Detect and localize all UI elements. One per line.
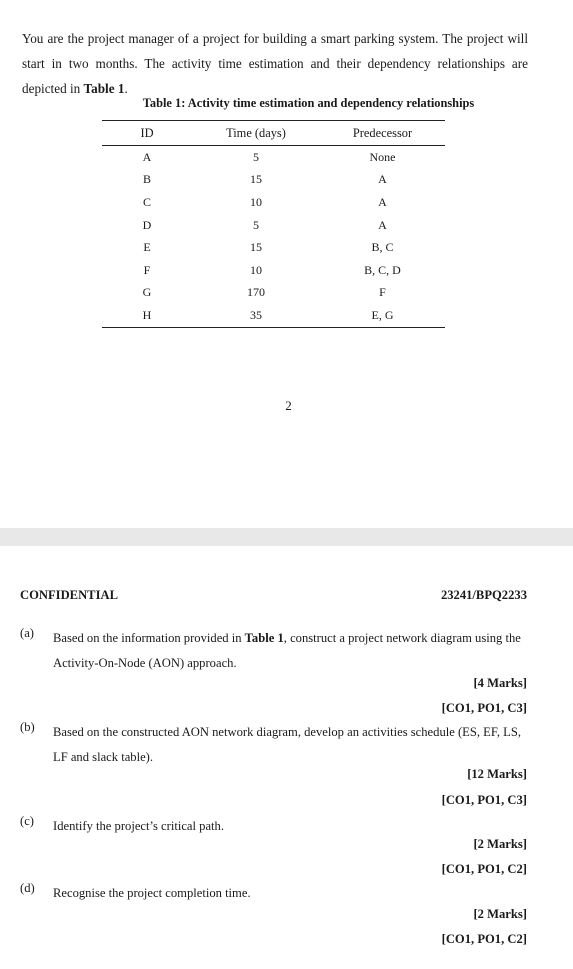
question-text: Recognise the project completion time. — [53, 886, 251, 900]
cell-predecessor: A — [378, 217, 387, 232]
intro-text: You are the project manager of a project for building a smart parking system. The project will start in two months. The activity time estimation and their dependency relationships are depicted in — [22, 31, 528, 96]
cell-time: 10 — [250, 194, 262, 209]
activity-table — [102, 120, 445, 328]
codes-a: [CO1, PO1, C3] — [441, 701, 527, 715]
header-id: ID — [102, 121, 192, 146]
cell-time: 5 — [253, 149, 259, 164]
table-header-row — [102, 121, 445, 146]
question-text: Identify the project’s critical path. — [53, 819, 224, 833]
table-row — [102, 214, 445, 237]
codes-d: [CO1, PO1, C2] — [441, 932, 527, 946]
question-text: Based on the constructed AON network diagram, develop an activities schedule (ES, EF, LS, LF and slack table). — [53, 725, 521, 764]
table-row — [102, 169, 445, 192]
codes-c: [CO1, PO1, C2] — [441, 862, 527, 876]
cell-id: H — [102, 304, 192, 327]
cell-predecessor: A — [378, 194, 387, 209]
cell-id: A — [142, 149, 152, 164]
cell-id: C — [142, 194, 151, 209]
table-row — [102, 146, 445, 169]
cell-time: 10 — [250, 262, 262, 277]
page-3 — [0, 546, 573, 969]
cell-predecessor: None — [369, 149, 396, 164]
cell-time: 5 — [253, 217, 259, 232]
question-letter: (d) — [20, 881, 35, 895]
cell-predecessor: E, G — [320, 304, 445, 327]
page-separator — [0, 528, 573, 546]
table-row — [102, 236, 445, 259]
intro-period: . — [124, 81, 128, 96]
cell-id: E — [143, 240, 151, 255]
cell-time: 15 — [250, 240, 262, 255]
table-row — [102, 191, 445, 214]
question-letter: (b) — [20, 720, 35, 734]
marks-c: [2 Marks] — [473, 837, 527, 851]
question-letter: (a) — [20, 626, 34, 640]
cell-predecessor: B, C — [371, 240, 394, 255]
header-time: Time (days) — [192, 121, 320, 146]
cell-time: 35 — [192, 304, 320, 327]
cell-predecessor: A — [378, 172, 387, 187]
marks-b: [12 Marks] — [467, 767, 527, 781]
header-predecessor: Predecessor — [320, 121, 445, 146]
page-number: 2 — [285, 398, 292, 413]
question-letter: (c) — [20, 814, 34, 828]
intro-paragraph — [22, 26, 528, 101]
table-row — [102, 282, 445, 305]
question-text: Based on the information provided in Table 1, construct a project network diagram using the Activity-On-Node (AON) approach. — [53, 631, 521, 670]
cell-predecessor: F — [379, 285, 386, 300]
codes-b: [CO1, PO1, C3] — [441, 793, 527, 807]
cell-id: F — [143, 262, 151, 277]
table-row — [102, 259, 445, 282]
table-caption: Table 1: Activity time estimation and dependency relationships — [142, 96, 475, 110]
cell-time: 170 — [247, 285, 265, 300]
cell-time: 15 — [250, 172, 262, 187]
marks-a: [4 Marks] — [473, 676, 527, 690]
intro-table-ref: Table 1 — [83, 81, 125, 96]
paper-code: 23241/BPQ2233 — [440, 588, 527, 602]
marks-d: [2 Marks] — [473, 907, 527, 921]
cell-id: D — [142, 217, 152, 232]
confidential-label: CONFIDENTIAL — [20, 588, 118, 602]
table-row — [102, 304, 445, 327]
cell-id: B — [142, 172, 151, 187]
cell-id: G — [142, 285, 152, 300]
cell-predecessor: B, C, D — [364, 262, 401, 277]
